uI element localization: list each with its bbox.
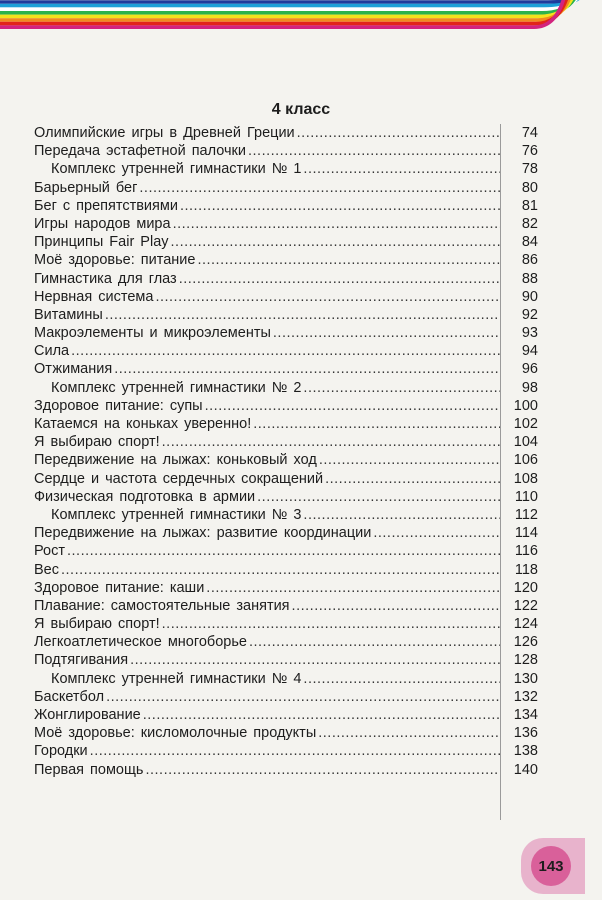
dot-leader xyxy=(325,470,500,488)
toc-entry-page: 134 xyxy=(513,707,538,723)
toc-entry-page: 136 xyxy=(513,725,538,742)
toc-entry-page: 140 xyxy=(513,761,538,778)
dot-leader xyxy=(205,397,500,415)
toc-entry-title: Принципы Fair Play xyxy=(34,234,169,251)
dot-leader xyxy=(303,506,500,524)
dot-leader xyxy=(61,561,500,579)
toc-entry-page: 132 xyxy=(513,688,538,705)
toc-entry-page: 102 xyxy=(513,416,538,432)
dot-leader xyxy=(297,124,500,142)
toc-entry-title: Комплекс утренней гимнастики № 2 xyxy=(51,379,302,396)
dot-leader xyxy=(318,724,500,742)
dot-leader xyxy=(373,524,500,542)
toc-entry[interactable] xyxy=(34,524,538,542)
dot-leader xyxy=(303,379,500,397)
dot-leader xyxy=(114,360,500,378)
dot-leader xyxy=(90,742,500,760)
toc-entry[interactable] xyxy=(34,215,538,233)
toc-entry-title: Сила xyxy=(34,343,70,360)
page-number: 143 xyxy=(531,846,571,886)
toc-entry-page: 112 xyxy=(514,506,538,523)
toc-entry[interactable] xyxy=(34,542,538,560)
toc-entry-page: 122 xyxy=(513,597,538,614)
toc-entry-page: 130 xyxy=(513,670,538,687)
toc-entry[interactable] xyxy=(34,124,538,142)
toc-entry-title: Комплекс утренней гимнастики № 1 xyxy=(51,161,302,178)
toc-entry-title: Витамины xyxy=(34,306,103,323)
dot-leader xyxy=(67,542,500,560)
toc-entry-title: Бег с препятствиями xyxy=(34,197,178,214)
toc-entry-page: 126 xyxy=(513,634,538,651)
toc-entry-title: Баскетбол xyxy=(34,688,105,705)
toc-entry-page: 81 xyxy=(521,197,538,214)
toc-entry-title: Здоровое питание: каши xyxy=(34,579,205,596)
toc-entry-title: Плавание: самостоятельные занятия xyxy=(34,597,290,614)
toc-entry-title: Отжимания xyxy=(34,361,113,378)
toc-entry-title: Я выбираю спорт! xyxy=(34,616,160,633)
toc-entry[interactable] xyxy=(34,379,538,397)
toc-entry[interactable] xyxy=(34,342,538,360)
toc-entry-page: 98 xyxy=(521,379,538,396)
toc-entry-page: 90 xyxy=(521,288,538,305)
dot-leader xyxy=(106,688,500,706)
toc-entry-title: Жонглирование xyxy=(34,707,141,723)
toc-entry[interactable] xyxy=(34,451,538,469)
toc-entry[interactable] xyxy=(34,251,538,269)
toc-entry-page: 94 xyxy=(521,343,538,360)
toc-entry-page: 138 xyxy=(513,743,538,760)
toc-entry-title: Передвижение на лыжах: развитие координации xyxy=(34,525,372,542)
dot-leader xyxy=(180,197,500,215)
toc-entry[interactable] xyxy=(34,724,538,742)
dot-leader xyxy=(303,160,500,178)
toc-entry-page: 96 xyxy=(521,361,538,378)
toc-entry[interactable] xyxy=(34,160,538,178)
toc-entry[interactable] xyxy=(34,688,538,706)
dot-leader xyxy=(303,670,500,688)
dot-leader xyxy=(130,651,500,669)
toc-entry-title: Моё здоровье: кисломолочные продукты xyxy=(34,725,317,742)
dot-leader xyxy=(179,270,500,288)
toc-entry-page: 110 xyxy=(514,488,538,505)
toc-entry-title: Комплекс утренней гимнастики № 4 xyxy=(51,670,302,687)
toc-entry[interactable] xyxy=(34,561,538,579)
dot-leader xyxy=(162,615,500,633)
toc-entry-page: 116 xyxy=(514,543,538,560)
toc-entry-title: Физическая подготовка в армии xyxy=(34,488,256,505)
toc-entry-title: Легкоатлетическое многоборье xyxy=(34,634,247,651)
toc-entry-title: Комплекс утренней гимнастики № 3 xyxy=(51,506,302,523)
dot-leader xyxy=(105,306,500,324)
toc-entry-page: 86 xyxy=(521,252,538,269)
toc-entry-title: Игры народов мира xyxy=(34,215,171,232)
dot-leader xyxy=(71,342,500,360)
section-title: 4 класс xyxy=(271,101,331,118)
dot-leader xyxy=(257,488,500,506)
toc-entry-page: 114 xyxy=(514,525,538,542)
toc-entry-page: 84 xyxy=(521,234,538,251)
dot-leader xyxy=(139,179,500,197)
toc-entry-title: Олимпийские игры в Древней Греции xyxy=(34,125,295,141)
toc-entry-title: Нервная система xyxy=(34,288,154,305)
toc-entry-page: 78 xyxy=(521,161,538,178)
toc-entry[interactable] xyxy=(34,433,538,451)
page-number-badge xyxy=(521,838,585,894)
toc-entry-page: 104 xyxy=(513,434,538,451)
toc-entry[interactable] xyxy=(34,651,538,669)
toc-entry-title: Городки xyxy=(34,743,88,760)
toc-entry-title: Сердце и частота сердечных сокращений xyxy=(34,470,324,487)
toc-entry-title: Первая помощь xyxy=(34,761,144,778)
toc-entry[interactable] xyxy=(34,197,538,215)
toc-entry-page: 128 xyxy=(513,652,538,669)
dot-leader xyxy=(248,142,500,160)
toc-entry[interactable] xyxy=(34,761,538,779)
toc-entry-title: Рост xyxy=(34,543,65,560)
toc-entry-page: 106 xyxy=(513,452,538,469)
dot-leader xyxy=(292,597,500,615)
toc-entry-page: 93 xyxy=(521,325,538,342)
toc-entry-title: Передвижение на лыжах: коньковый ход xyxy=(34,452,317,469)
toc-entry[interactable] xyxy=(34,615,538,633)
toc-entry-title: Барьерный бег xyxy=(34,179,138,196)
dot-leader xyxy=(319,451,500,469)
toc-entry[interactable] xyxy=(34,597,538,615)
toc-entry-page: 118 xyxy=(514,561,538,578)
toc-entry[interactable] xyxy=(34,288,538,306)
toc-entry-page: 80 xyxy=(521,179,538,196)
toc-entry-title: Макроэлементы и микроэлементы xyxy=(34,325,271,342)
toc-entry[interactable] xyxy=(34,742,538,760)
toc-entry-page: 108 xyxy=(513,470,538,487)
dot-leader xyxy=(273,324,500,342)
toc-entry-title: Здоровое питание: супы xyxy=(34,397,203,414)
dot-leader xyxy=(253,415,500,433)
toc-entry-page: 120 xyxy=(513,579,538,596)
dot-leader xyxy=(162,433,500,451)
toc-entry[interactable] xyxy=(34,142,538,160)
toc-entry-title: Я выбираю спорт! xyxy=(34,434,160,451)
dot-leader xyxy=(171,233,500,251)
dot-leader xyxy=(173,215,500,233)
toc-entry[interactable] xyxy=(34,415,538,433)
toc-entry-page: 76 xyxy=(521,143,538,160)
toc-entry[interactable] xyxy=(34,706,538,724)
toc-entry[interactable] xyxy=(34,397,538,415)
toc-entry[interactable] xyxy=(34,506,538,524)
toc-entry-page: 82 xyxy=(521,215,538,232)
toc-entry[interactable] xyxy=(34,306,538,324)
rainbow-border-decoration xyxy=(0,0,602,34)
toc-entry-page: 92 xyxy=(521,306,538,323)
toc-entry-title: Моё здоровье: питание xyxy=(34,252,196,269)
dot-leader xyxy=(206,579,500,597)
rainbow-stripe xyxy=(0,0,586,2)
toc-entry[interactable] xyxy=(34,179,538,197)
toc-entry-page: 124 xyxy=(513,616,538,633)
dot-leader xyxy=(145,761,500,779)
toc-entry-title: Подтягивания xyxy=(34,652,129,669)
toc-entry-page: 100 xyxy=(513,397,538,414)
toc-entry[interactable] xyxy=(34,579,538,597)
toc-entry[interactable] xyxy=(34,360,538,378)
toc-entry[interactable] xyxy=(34,470,538,488)
toc-entry[interactable] xyxy=(34,233,538,251)
dot-leader xyxy=(155,288,500,306)
toc-entry[interactable] xyxy=(34,324,538,342)
toc-entry[interactable] xyxy=(34,488,538,506)
toc-entry[interactable] xyxy=(34,670,538,688)
toc-entry-title: Гимнастика для глаз xyxy=(34,270,177,287)
toc-entry-title: Передача эстафетной палочки xyxy=(34,143,246,160)
table-of-contents xyxy=(34,124,538,779)
toc-entry[interactable] xyxy=(34,270,538,288)
toc-entry[interactable] xyxy=(34,633,538,651)
toc-entry-page: 74 xyxy=(521,125,538,141)
toc-entry-title: Катаемся на коньках уверенно! xyxy=(34,416,252,432)
dot-leader xyxy=(143,706,500,724)
toc-entry-page: 88 xyxy=(521,270,538,287)
dot-leader xyxy=(197,251,500,269)
dot-leader xyxy=(249,633,500,651)
toc-entry-title: Вес xyxy=(34,561,59,578)
